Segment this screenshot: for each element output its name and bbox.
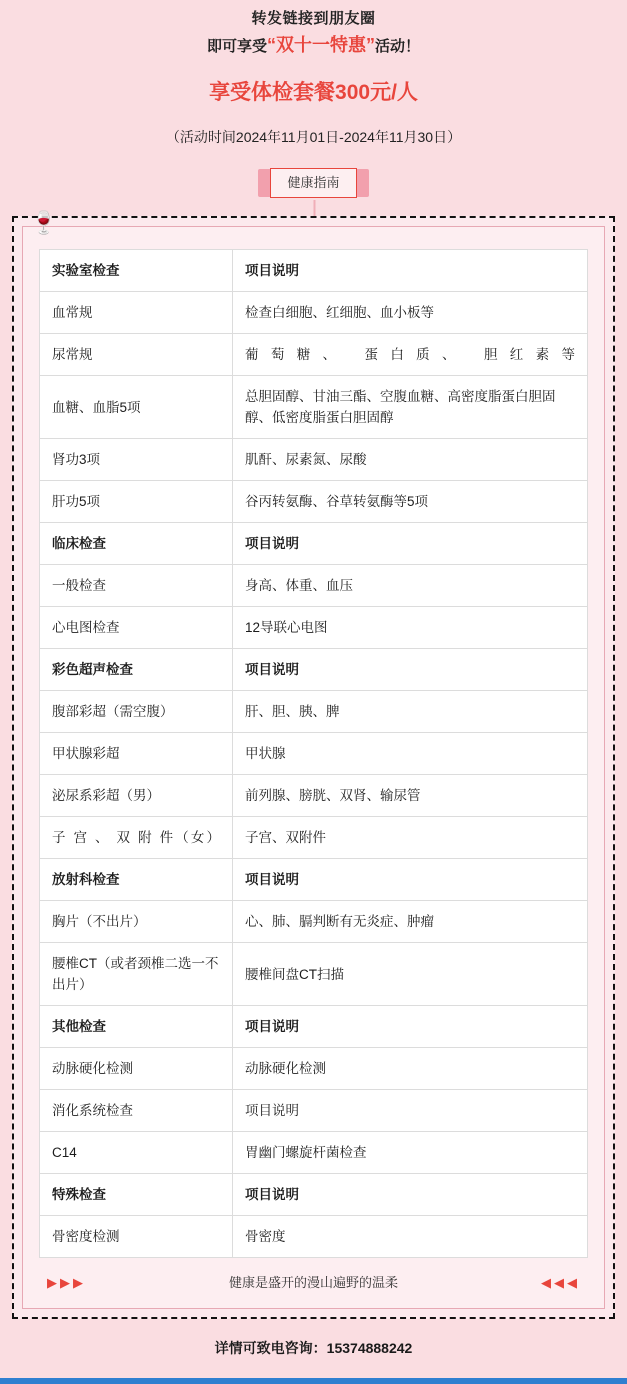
table-row (40, 1006, 588, 1048)
table-row (40, 649, 588, 691)
cheers-glasses-icon: 🍷 (30, 210, 58, 235)
table-row (40, 565, 588, 607)
cell-name: 子 宫 、 双 附 件（女） (40, 817, 233, 859)
cell-desc: 肌酐、尿素氮、尿酸 (233, 439, 588, 481)
table-row (40, 1174, 588, 1216)
contact-line: 详情可致电咨询：15374888242 (214, 1340, 413, 1356)
cell-desc: 项目说明 (233, 250, 588, 292)
cell-desc: 12导联心电图 (233, 607, 588, 649)
cell-desc: 项目说明 (233, 859, 588, 901)
cell-desc: 葡萄糖、 蛋白质、 胆红素等 (233, 334, 588, 376)
header-line-2 (0, 32, 627, 60)
table-row (40, 1048, 588, 1090)
cell-name: 一般检查 (40, 565, 233, 607)
card-footer (39, 1258, 588, 1298)
cell-name: 肾功3项 (40, 439, 233, 481)
cell-desc: 项目说明 (233, 1006, 588, 1048)
cell-name: 泌尿系彩超（男） (40, 775, 233, 817)
cell-name: 其他检查 (40, 1006, 233, 1048)
cell-name: 实验室检查 (40, 250, 233, 292)
cell-desc: 检查白细胞、红细胞、血小板等 (233, 292, 588, 334)
table-row (40, 607, 588, 649)
cell-desc: 子宫、双附件 (233, 817, 588, 859)
promo-period: （活动时间2024年11月01日-2024年11月30日） (165, 129, 462, 145)
cell-desc: 身高、体重、血压 (233, 565, 588, 607)
cell-name: 骨密度检测 (40, 1216, 233, 1258)
table-row (40, 523, 588, 565)
table-row (40, 292, 588, 334)
cell-desc: 心、肺、膈判断有无炎症、肿瘤 (233, 901, 588, 943)
cell-name: 腰椎CT（或者颈椎二选一不出片） (40, 943, 233, 1006)
cell-desc: 项目说明 (233, 523, 588, 565)
table-row (40, 943, 588, 1006)
cell-desc: 项目说明 (233, 649, 588, 691)
cell-name: 甲状腺彩超 (40, 733, 233, 775)
table-row (40, 775, 588, 817)
header-line-2-suffix: 活动！ (375, 38, 421, 55)
cell-name: 动脉硬化检测 (40, 1048, 233, 1090)
cell-desc: 动脉硬化检测 (233, 1048, 588, 1090)
table-row (40, 733, 588, 775)
left-arrows-icon: ▶▶▶ (47, 1275, 86, 1290)
table-row (40, 250, 588, 292)
cell-name: 心电图检查 (40, 607, 233, 649)
cell-desc: 前列腺、膀胱、双肾、输尿管 (233, 775, 588, 817)
cell-desc: 甲状腺 (233, 733, 588, 775)
cell-desc: 项目说明 (233, 1090, 588, 1132)
right-arrows-icon: ◀◀◀ (540, 1275, 580, 1290)
header-line-2-prefix: 即可享受 (206, 38, 267, 55)
exam-table-body (40, 250, 588, 1258)
promo-price: 享受体检套餐300元/人 (209, 81, 418, 104)
cell-desc: 肝、胆、胰、脾 (233, 691, 588, 733)
table-row (40, 1216, 588, 1258)
exam-card (12, 210, 615, 1319)
health-guide-banner (0, 166, 627, 200)
cell-name: 血常规 (40, 292, 233, 334)
table-row (40, 691, 588, 733)
promo-header (0, 0, 627, 148)
cell-name: 临床检查 (40, 523, 233, 565)
table-row (40, 859, 588, 901)
cell-name: 消化系统检查 (40, 1090, 233, 1132)
cell-desc: 腰椎间盘CT扫描 (233, 943, 588, 1006)
cell-desc: 骨密度 (233, 1216, 588, 1258)
cell-name: C14 (40, 1132, 233, 1174)
table-row (40, 1090, 588, 1132)
bottom-bar (0, 1378, 627, 1384)
exam-table (39, 249, 588, 1258)
cell-desc: 胃幽门螺旋杆菌检查 (233, 1132, 588, 1174)
cell-name: 胸片（不出片） (40, 901, 233, 943)
cell-name: 腹部彩超（需空腹） (40, 691, 233, 733)
cell-name: 彩色超声检查 (40, 649, 233, 691)
table-row (40, 901, 588, 943)
cell-desc: 总胆固醇、甘油三酯、空腹血糖、高密度脂蛋白胆固醇、低密度脂蛋白胆固醇 (233, 376, 588, 439)
exam-card-inner (22, 226, 605, 1309)
cell-name: 肝功5项 (40, 481, 233, 523)
cell-name: 特殊检查 (40, 1174, 233, 1216)
table-row (40, 481, 588, 523)
table-row (40, 1132, 588, 1174)
banner-label: 健康指南 (270, 168, 356, 198)
footer-slogan: 健康是盛开的漫山遍野的温柔 (228, 1275, 398, 1290)
cell-desc: 项目说明 (233, 1174, 588, 1216)
header-line-2-accent: “双十一特惠” (267, 35, 375, 55)
header-line-1: 转发链接到朋友圈 (251, 10, 376, 27)
cell-desc: 谷丙转氨酶、谷草转氨酶等5项 (233, 481, 588, 523)
table-row (40, 376, 588, 439)
table-row (40, 439, 588, 481)
table-row (40, 817, 588, 859)
cell-name: 放射科检查 (40, 859, 233, 901)
cell-name: 尿常规 (40, 334, 233, 376)
table-row (40, 334, 588, 376)
cell-name: 血糖、血脂5项 (40, 376, 233, 439)
